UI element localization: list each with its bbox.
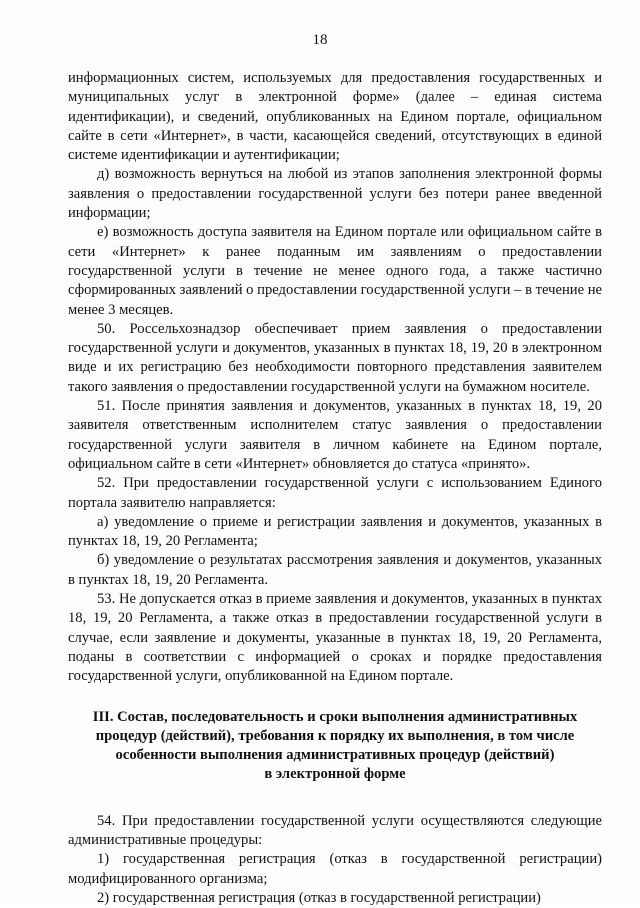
section-heading-line: особенности выполнения административных процедур (действий) [115, 747, 555, 764]
paragraph-54: 54. При предоставлении государственной услуги осуществляются следующие административные процедуры: [68, 812, 602, 848]
document-body [68, 69, 602, 908]
section-heading-line: процедур (действий), требования к порядку их выполнения, в том числе [95, 727, 575, 744]
paragraph-54-2: 2) государственная регистрация (отказ в государственной регистрации) [97, 889, 541, 906]
section-heading-line: в электронной форме [264, 766, 406, 783]
paragraph-50: 50. Россельхознадзор обеспечивает прием заявления о предоставлении государственной услуги и документов, указанных в пунктах 18, 19, 20 в электронном виде и их регистрацию без необходимости повторного представления заявителем такого заявления о предоставлении государственной услуги на бумажном носителе. [68, 320, 602, 395]
section-heading [68, 708, 602, 785]
paragraph-item-d: д) возможность вернуться на любой из этапов заполнения электронной формы заявления о предоставлении государственной услуги без потери ранее введенной информации; [68, 166, 602, 222]
paragraph-51: 51. После принятия заявления и документов, указанных в пунктах 18, 19, 20 заявителя ответственным исполнителем статус заявления о предоставлении государственной услуги заявителя в личном кабинете на Едином портале, официальном сайте в сети «Интернет» обновляется до статуса «принято». [68, 398, 602, 472]
paragraph-52-b: б) уведомление о результатах рассмотрения заявления и документов, указанных в пунктах 18, 19, 20 Регламента. [68, 552, 602, 588]
paragraph-52: 52. При предоставлении государственной услуги с использованием Единого портала заявителю направляется: [68, 475, 602, 511]
section-heading-line: III. Состав, последовательность и сроки выполнения административных [92, 708, 578, 725]
paragraph-52-a: а) уведомление о приеме и регистрации заявления и документов, указанных в пунктах 18, 19, 20 Регламента; [68, 513, 602, 550]
page-number: 18 [312, 32, 328, 48]
paragraph-53: 53. Не допускается отказ в приеме заявления и документов, указанных в пунктах 18, 19, 20 Регламента, а также отказ в предоставлении государственной услуги в случае, если заявление и документы, указанные в пунктах 18, 19, 20 Регламента, поданы в соответствии с информацией о сроках и порядке предоставления государственной услуги, опубликованной на Едином портале. [68, 591, 602, 685]
paragraph-continuation: информационных систем, используемых для предоставления государственных и муниципальных услуг в электронной форме» (далее – единая система идентификации), и сведений, опубликованных на Едином портале, официальном сайте в сети «Интернет», в части, касающейся сведений, отсутствующих в единой системе идентификации и аутентификации; [68, 70, 602, 164]
paragraph-54-1: 1) государственная регистрация (отказ в государственной регистрации) модифицированного организма; [68, 851, 602, 887]
paragraph-item-e: е) возможность доступа заявителя на Едином портале или официальном сайте в сети «Интернет» к ранее поданным им заявлениям о предоставлении государственной услуги в течение не менее одного года, а также частично сформированных заявлений о предоставлении государственной услуги – в течение не менее 3 месяцев. [68, 224, 602, 318]
